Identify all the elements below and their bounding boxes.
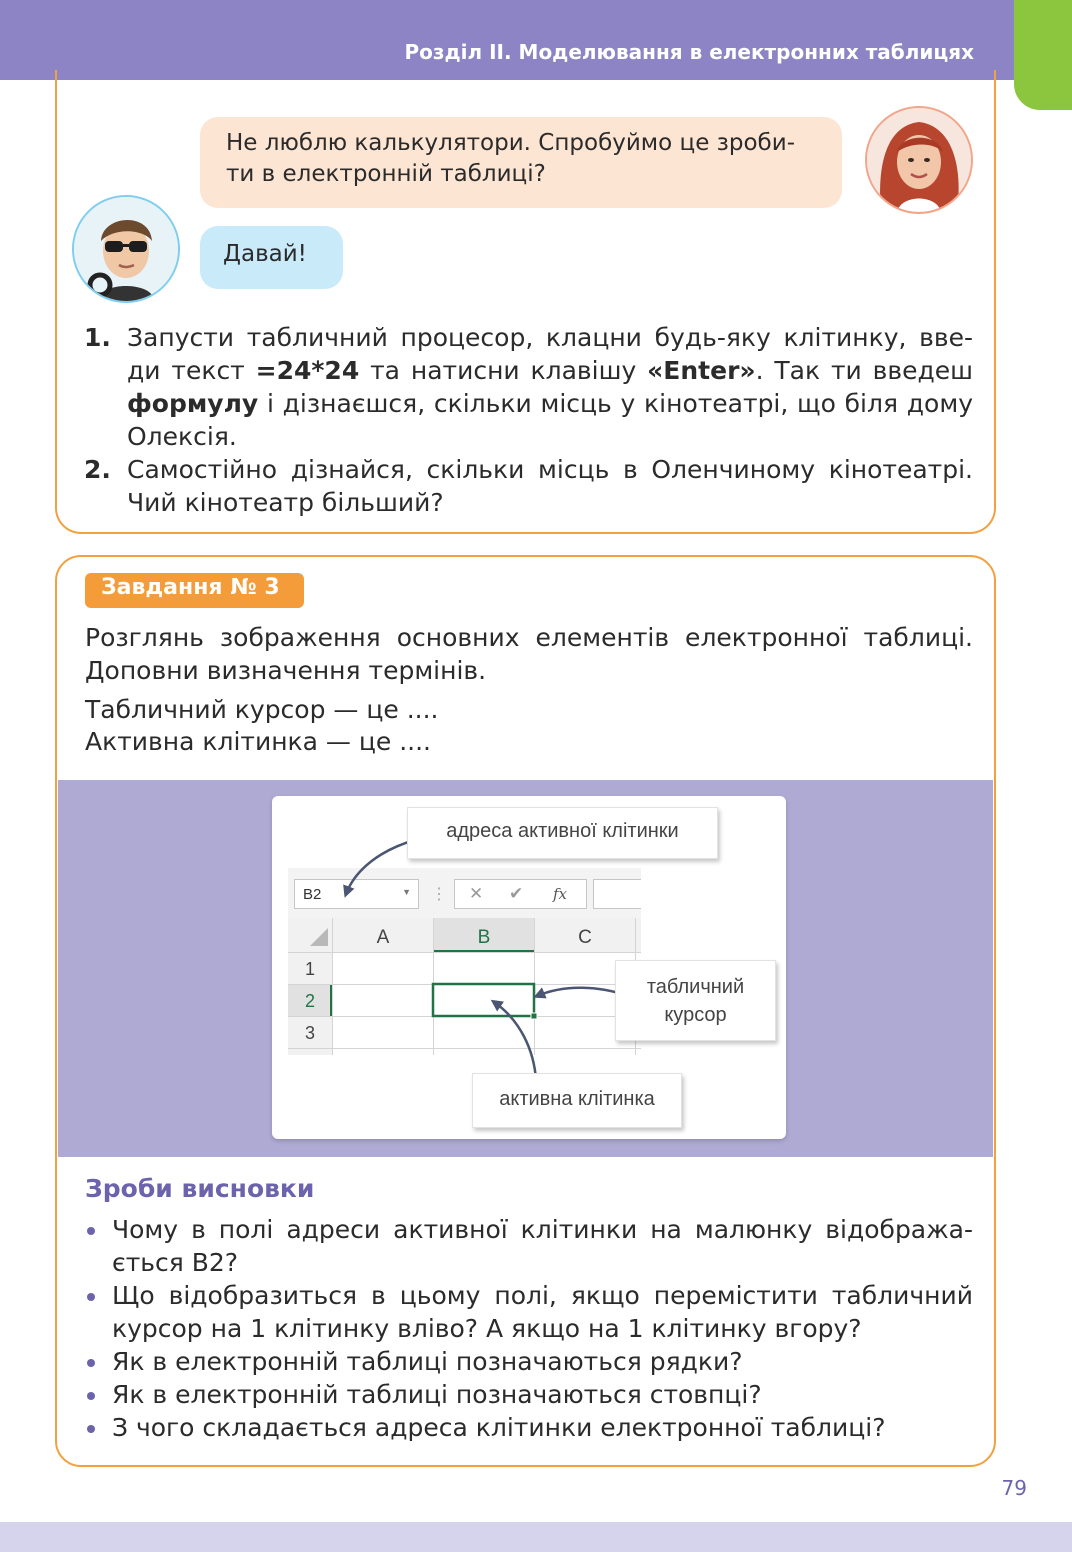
callout-cursor [615, 960, 776, 1041]
name-box-value: B2 [303, 886, 322, 903]
column-header-a: A [376, 927, 390, 948]
check-icon: ✔ [509, 884, 524, 903]
task-intro: Розглянь зображення основних елементів електронної таблиці. Доповни визначення термінів. [85, 623, 973, 685]
dropdown-arrow-icon: ▼ [402, 887, 411, 897]
callout-address: адреса активної клітинки [407, 807, 718, 859]
definition-active-cell: Активна клітинка — це .... [85, 727, 431, 756]
step-number: 2. [84, 455, 111, 484]
vertical-dots-icon: ⋮ [431, 886, 447, 903]
conclusions-list [85, 1213, 973, 1444]
active-cell-arrow [494, 1002, 536, 1080]
step-text-part: Запусти табличний процесор, клацни будь-яку клітинку, вве-ди текст [127, 323, 973, 385]
row-header-2: 2 [304, 991, 316, 1011]
address-arrow [346, 840, 415, 894]
column-header-b: B [477, 927, 491, 948]
list-item: З чого складається адреса клітинки електронної таблиці? [85, 1411, 973, 1444]
list-item: Як в електронній таблиці позначаються рядки? [85, 1345, 973, 1378]
callout-active-cell: активна клітинка [472, 1073, 682, 1128]
list-item: Чому в полі адреси активної клітинки на малюнку відобража-ється B2? [85, 1213, 973, 1279]
row-header-3: 3 [304, 1023, 316, 1043]
list-item: Що відобразиться в цьому полі, якщо перемістити табличний курсор на 1 клітинку вліво? А якщо на 1 клітинку вгору? [85, 1279, 973, 1345]
formula-term: формулу [127, 389, 259, 418]
list-item: Як в електронній таблиці позначаються стовпці? [85, 1378, 973, 1411]
row-header-1: 1 [304, 959, 316, 979]
callout-cursor-line: курсор [664, 1004, 727, 1026]
step-number: 1. [84, 323, 111, 352]
definition-cursor: Табличний курсор — це .... [85, 695, 439, 724]
enter-key-text: «Enter» [647, 356, 756, 385]
section-title: Розділ II. Моделювання в електронних таблицях [404, 40, 974, 64]
page-number: 79 [1001, 1476, 1027, 1500]
cancel-x-icon: ✕ [469, 884, 484, 903]
girl-speech-bubble: Не люблю калькулятори. Спробуймо це зроби-ти в електронній таблиці? [200, 117, 842, 208]
step-text-part: . Так ти введеш [755, 356, 974, 385]
fx-icon: fx [553, 885, 568, 903]
step-text-part: і дізнаєшся, скільки місць у кінотеатрі, що біля дому Олексія. [127, 389, 973, 451]
step-text-part: та натисни клавішу [359, 356, 648, 385]
callout-cursor-line: табличний [646, 976, 745, 998]
task-badge: Завдання № 3 [85, 573, 304, 608]
footer-band [0, 1522, 1072, 1552]
column-header-c: C [578, 927, 592, 948]
step-text: Самостійно дізнайся, скільки місць в Оленчиному кінотеатрі. Чий кінотеатр більший? [127, 455, 973, 517]
formula-text: =24*24 [255, 356, 360, 385]
boy-speech-bubble: Давай! [200, 226, 343, 289]
conclusions-title: Зроби висновки [85, 1174, 315, 1203]
